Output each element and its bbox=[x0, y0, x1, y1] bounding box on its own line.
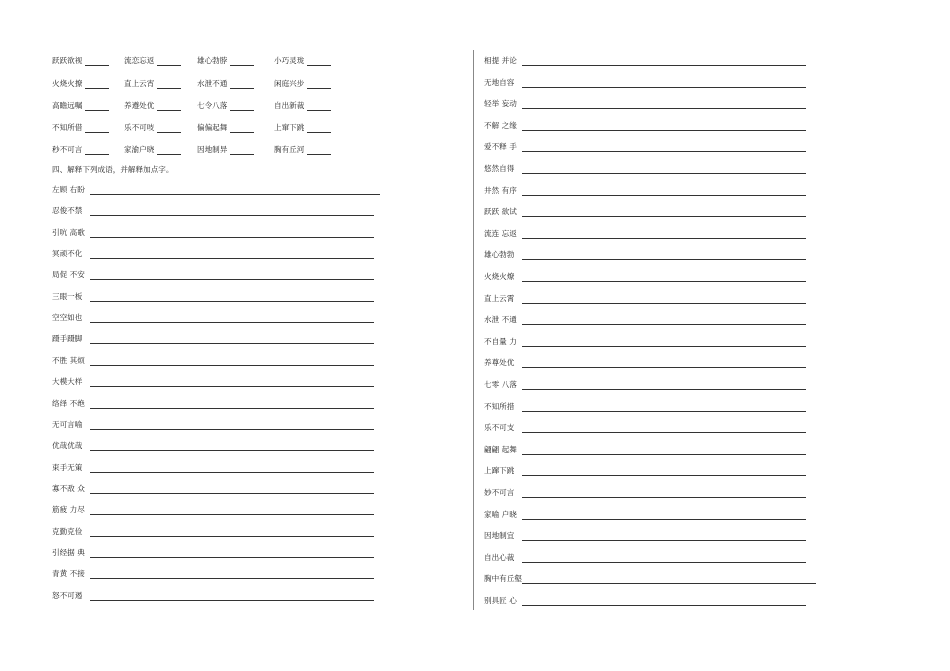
answer-blank[interactable] bbox=[230, 125, 254, 133]
idiom-term: 养尊处优 bbox=[484, 358, 515, 368]
answer-blank[interactable] bbox=[230, 103, 254, 111]
idiom-term: 七零 八落 bbox=[484, 380, 517, 389]
answer-line[interactable] bbox=[90, 472, 374, 473]
answer-blank[interactable] bbox=[157, 125, 181, 133]
answer-line[interactable] bbox=[90, 600, 374, 601]
grid-cell bbox=[124, 145, 181, 155]
idiom-term: 爱不释 手 bbox=[484, 142, 517, 152]
grid-cell bbox=[274, 145, 331, 155]
answer-line[interactable] bbox=[90, 493, 374, 494]
idiom-term: 青黄 不接 bbox=[52, 569, 85, 579]
answer-line[interactable] bbox=[522, 475, 806, 476]
answer-line[interactable] bbox=[522, 195, 806, 196]
answer-line[interactable] bbox=[90, 258, 374, 259]
grid-word: 跃跃欲视 bbox=[52, 56, 83, 65]
idiom-term: 引经据 典 bbox=[52, 547, 85, 557]
answer-line[interactable] bbox=[522, 238, 806, 239]
answer-blank[interactable] bbox=[157, 147, 181, 155]
grid-word: 上窜下跳 bbox=[274, 123, 305, 132]
grid-cell bbox=[52, 56, 109, 66]
grid-cell bbox=[52, 123, 109, 133]
answer-line[interactable] bbox=[522, 108, 806, 109]
grid-word: 水泄不通 bbox=[197, 79, 228, 88]
grid-cell bbox=[124, 79, 181, 89]
answer-line[interactable] bbox=[522, 259, 806, 260]
answer-line[interactable] bbox=[90, 386, 374, 387]
idiom-term: 悠然自得 bbox=[484, 164, 515, 173]
idiom-term: 轻举 妄动 bbox=[484, 99, 517, 109]
answer-line[interactable] bbox=[90, 429, 374, 430]
answer-blank[interactable] bbox=[307, 103, 331, 111]
answer-blank[interactable] bbox=[230, 147, 254, 155]
answer-line[interactable] bbox=[90, 215, 374, 216]
answer-blank[interactable] bbox=[85, 147, 109, 155]
idiom-term: 不胜 其烦 bbox=[52, 355, 85, 365]
grid-word: 乐不可吱 bbox=[124, 123, 155, 132]
grid-word: 养遵处优 bbox=[124, 101, 155, 110]
idiom-term: 雄心勃勃 bbox=[484, 250, 515, 260]
grid-word: 因地制异 bbox=[197, 145, 228, 154]
idiom-term: 不解 之缘 bbox=[484, 120, 517, 130]
answer-line[interactable] bbox=[90, 279, 374, 280]
grid-word: 流恋忘返 bbox=[124, 56, 155, 65]
idiom-term: 束手无策 bbox=[52, 462, 83, 472]
grid-cell bbox=[274, 123, 331, 133]
answer-line[interactable] bbox=[90, 450, 374, 451]
idiom-term: 乐不可支 bbox=[484, 423, 515, 433]
idiom-term: 左顾 右盼 bbox=[52, 185, 85, 194]
answer-line[interactable] bbox=[90, 514, 374, 515]
answer-blank[interactable] bbox=[230, 81, 254, 89]
grid-cell bbox=[52, 145, 109, 155]
answer-line[interactable] bbox=[522, 151, 806, 152]
grid-cell bbox=[124, 123, 181, 133]
answer-line[interactable] bbox=[522, 173, 806, 174]
answer-line[interactable] bbox=[522, 454, 806, 455]
answer-line[interactable] bbox=[90, 557, 374, 558]
grid-cell bbox=[52, 101, 109, 111]
answer-line[interactable] bbox=[522, 130, 806, 131]
idiom-term: 三眼一板 bbox=[52, 291, 83, 301]
answer-line[interactable] bbox=[522, 432, 806, 433]
answer-blank[interactable] bbox=[85, 103, 109, 111]
idiom-term: 因地制宜 bbox=[484, 531, 515, 541]
idiom-term: 别具匠 心 bbox=[484, 596, 517, 605]
grid-word: 高瞻远嘱 bbox=[52, 101, 83, 110]
idiom-term: 流连 忘返 bbox=[484, 228, 517, 238]
grid-cell bbox=[197, 101, 254, 111]
column-divider bbox=[473, 50, 474, 610]
answer-blank[interactable] bbox=[230, 58, 254, 66]
answer-line[interactable] bbox=[90, 536, 374, 537]
answer-line[interactable] bbox=[522, 583, 816, 584]
idiom-term: 无地自容 bbox=[484, 77, 515, 87]
idiom-term: 胸中有丘壑 bbox=[484, 574, 522, 584]
answer-line[interactable] bbox=[90, 343, 374, 344]
answer-line[interactable] bbox=[90, 578, 374, 579]
grid-word: 秒不可言 bbox=[52, 145, 83, 154]
idiom-term: 相提 并论 bbox=[484, 56, 517, 65]
idiom-term: 优哉优哉 bbox=[52, 441, 83, 451]
idiom-term: 火烧火燎 bbox=[484, 272, 515, 281]
answer-line[interactable] bbox=[522, 519, 806, 520]
idiom-term: 克勤克俭 bbox=[52, 526, 83, 536]
grid-row bbox=[52, 79, 362, 95]
answer-line[interactable] bbox=[90, 408, 374, 409]
idiom-term: 冥顽不化 bbox=[52, 249, 83, 259]
grid-word: 家渝户晓 bbox=[124, 145, 155, 154]
idiom-term: 不知所措 bbox=[484, 401, 515, 411]
answer-line[interactable] bbox=[522, 497, 806, 498]
idiom-term: 上蹿下跳 bbox=[484, 466, 515, 476]
idiom-term: 翩翩 起舞 bbox=[484, 444, 517, 454]
answer-line[interactable] bbox=[522, 562, 806, 563]
idiom-term: 跃跃 欲试 bbox=[484, 207, 517, 217]
grid-row bbox=[52, 56, 362, 72]
idiom-term: 自出心裁 bbox=[484, 552, 515, 562]
answer-line[interactable] bbox=[90, 301, 374, 302]
answer-line[interactable] bbox=[522, 216, 806, 217]
answer-line[interactable] bbox=[522, 281, 806, 282]
idiom-term: 筋疲 力尽 bbox=[52, 505, 85, 515]
answer-line[interactable] bbox=[90, 322, 374, 323]
grid-word: 火烧火撩 bbox=[52, 79, 83, 88]
answer-line[interactable] bbox=[90, 194, 380, 195]
idiom-term: 不自量 力 bbox=[484, 336, 517, 346]
idiom-term: 忍俊不禁 bbox=[52, 206, 83, 216]
idiom-term: 水泄 不通 bbox=[484, 315, 517, 325]
grid-row bbox=[52, 145, 362, 161]
answer-line[interactable] bbox=[522, 346, 806, 347]
grid-cell bbox=[197, 123, 254, 133]
answer-line[interactable] bbox=[522, 411, 806, 412]
answer-line[interactable] bbox=[522, 324, 806, 325]
grid-cell bbox=[197, 56, 254, 66]
grid-word: 七令八落 bbox=[197, 101, 228, 110]
answer-blank[interactable] bbox=[157, 103, 181, 111]
answer-blank[interactable] bbox=[307, 147, 331, 155]
idiom-term: 局促 不安 bbox=[52, 270, 85, 280]
answer-blank[interactable] bbox=[85, 81, 109, 89]
grid-cell bbox=[274, 56, 331, 66]
idiom-term: 直上云霄 bbox=[484, 293, 515, 303]
answer-blank[interactable] bbox=[85, 125, 109, 133]
answer-blank[interactable] bbox=[307, 125, 331, 133]
answer-line[interactable] bbox=[522, 65, 806, 66]
answer-blank[interactable] bbox=[307, 58, 331, 66]
grid-row bbox=[52, 101, 362, 117]
section-heading: 四、解释下列成语，并解释加点字。 bbox=[52, 165, 174, 174]
idiom-term: 妙不可言 bbox=[484, 488, 515, 497]
grid-row bbox=[52, 123, 362, 139]
answer-blank[interactable] bbox=[85, 58, 109, 66]
grid-word: 雄心勃脖 bbox=[197, 56, 228, 65]
idiom-term: 大模大样 bbox=[52, 377, 83, 387]
grid-word: 自出新裁 bbox=[274, 101, 305, 110]
grid-word: 胸有丘河 bbox=[274, 145, 305, 154]
answer-line[interactable] bbox=[522, 540, 806, 541]
idiom-term: 寡不敌 众 bbox=[52, 483, 85, 493]
grid-cell bbox=[124, 101, 181, 111]
idiom-term: 无可言喻 bbox=[52, 419, 83, 429]
grid-word: 小巧灵珑 bbox=[274, 56, 305, 65]
answer-blank[interactable] bbox=[157, 58, 181, 66]
idiom-term: 井然 有序 bbox=[484, 185, 517, 195]
grid-cell bbox=[52, 79, 109, 89]
grid-cell bbox=[274, 101, 331, 111]
answer-line[interactable] bbox=[522, 605, 806, 606]
grid-word: 偏偏起舞 bbox=[197, 123, 228, 132]
answer-line[interactable] bbox=[522, 367, 806, 368]
idiom-term: 蹑手蹑脚 bbox=[52, 334, 83, 344]
grid-cell bbox=[124, 56, 181, 66]
idiom-term: 怒不可遏 bbox=[52, 590, 83, 600]
idiom-term: 空空如也 bbox=[52, 313, 83, 323]
answer-blank[interactable] bbox=[307, 81, 331, 89]
grid-cell bbox=[197, 145, 254, 155]
answer-line[interactable] bbox=[522, 303, 806, 304]
grid-cell bbox=[197, 79, 254, 89]
answer-line[interactable] bbox=[90, 237, 374, 238]
answer-blank[interactable] bbox=[157, 81, 181, 89]
answer-line[interactable] bbox=[522, 389, 806, 390]
idiom-term: 络绎 不绝 bbox=[52, 398, 85, 408]
idiom-term: 引吭 高歌 bbox=[52, 227, 85, 237]
grid-word: 直上云宵 bbox=[124, 79, 155, 88]
idiom-term: 家喻 户晓 bbox=[484, 509, 517, 519]
answer-line[interactable] bbox=[522, 87, 806, 88]
grid-word: 闲庭兴步 bbox=[274, 79, 305, 88]
grid-word: 不知所借 bbox=[52, 123, 83, 132]
grid-cell bbox=[274, 79, 331, 89]
answer-line[interactable] bbox=[90, 365, 374, 366]
